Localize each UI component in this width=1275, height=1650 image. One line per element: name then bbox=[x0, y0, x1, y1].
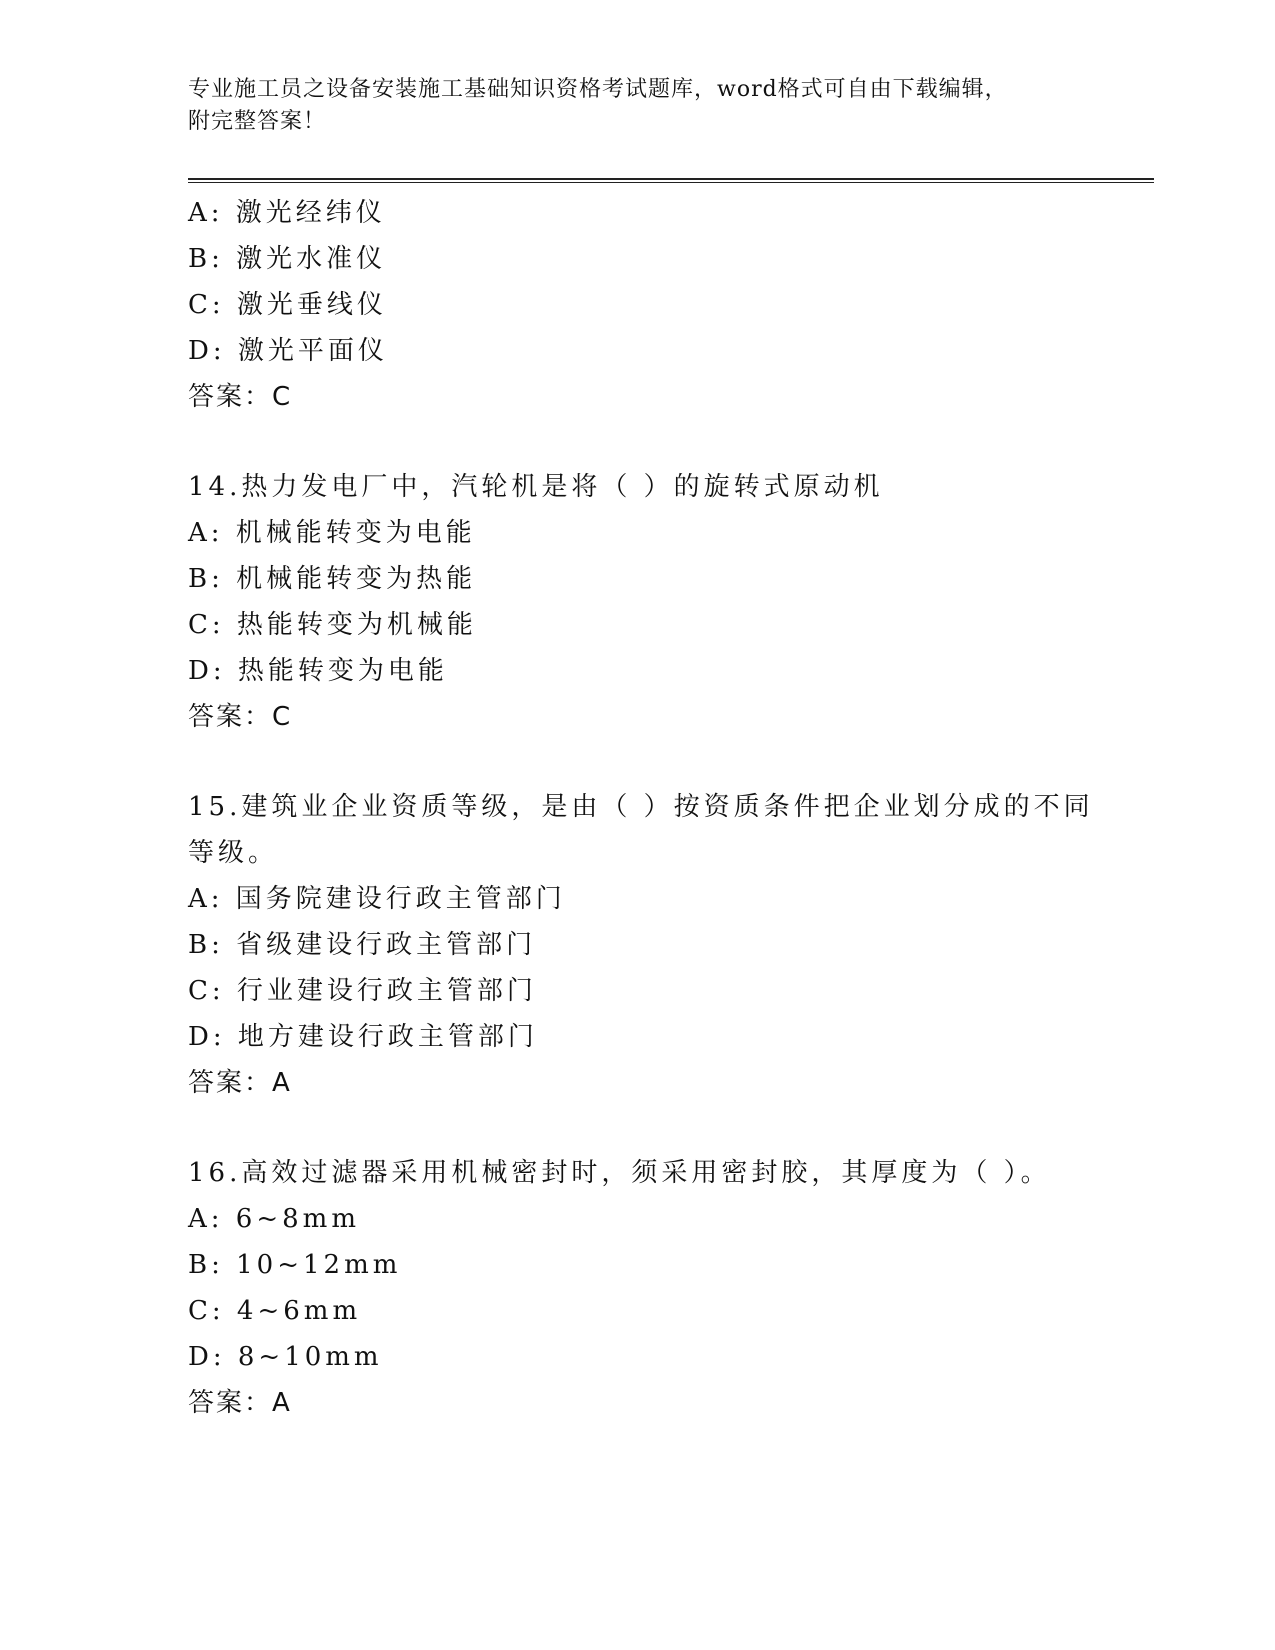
question-text-line-2: 等级。 bbox=[188, 838, 279, 868]
option-b: B: 机械能转变为热能 bbox=[188, 564, 477, 594]
question-16 bbox=[188, 1150, 1148, 1426]
question-14 bbox=[188, 464, 1148, 740]
answer: 答案：A bbox=[188, 1068, 292, 1098]
option-b: B: 激光水准仪 bbox=[188, 244, 387, 274]
option-a: A: 激光经纬仪 bbox=[188, 198, 386, 228]
option-d: D: 地方建设行政主管部门 bbox=[188, 1022, 538, 1052]
spacer bbox=[188, 1106, 1148, 1150]
header-title-line-2: 附完整答案！ bbox=[188, 109, 327, 134]
option-a: A: 机械能转变为电能 bbox=[188, 518, 476, 548]
option-a: A: 6~8mm bbox=[188, 1204, 360, 1234]
answer: 答案：C bbox=[188, 702, 293, 732]
option-c: C: 激光垂线仪 bbox=[188, 290, 387, 320]
answer: 答案：C bbox=[188, 382, 293, 412]
question-text: 14.热力发电厂中，汽轮机是将（ ）的旋转式原动机 bbox=[188, 472, 884, 502]
question-list bbox=[188, 190, 1148, 1426]
option-b: B: 省级建设行政主管部门 bbox=[188, 930, 537, 960]
question-15 bbox=[188, 784, 1148, 1106]
option-c: C: 行业建设行政主管部门 bbox=[188, 976, 537, 1006]
spacer bbox=[188, 420, 1148, 464]
option-b: B: 10~12mm bbox=[188, 1250, 402, 1280]
question-text-line-1: 15.建筑业企业资质等级，是由（ ）按资质条件把企业划分成的不同 bbox=[188, 792, 1094, 822]
option-c: C: 热能转变为机械能 bbox=[188, 610, 477, 640]
option-d: D: 8~10mm bbox=[188, 1342, 383, 1372]
spacer bbox=[188, 740, 1148, 784]
answer: 答案：A bbox=[188, 1388, 292, 1418]
header-divider bbox=[188, 178, 1154, 183]
question-text: 16.高效过滤器采用机械密封时，须采用密封胶，其厚度为（ ）。 bbox=[188, 1158, 1051, 1188]
question-13 bbox=[188, 190, 1148, 420]
option-d: D: 热能转变为电能 bbox=[188, 656, 448, 686]
header-title-line-1: 专业施工员之设备安装施工基础知识资格考试题库，word格式可自由下载编辑， bbox=[188, 77, 1008, 102]
option-c: C: 4~6mm bbox=[188, 1296, 362, 1326]
document-header bbox=[188, 74, 1068, 138]
option-a: A: 国务院建设行政主管部门 bbox=[188, 884, 566, 914]
option-d: D: 激光平面仪 bbox=[188, 336, 388, 366]
